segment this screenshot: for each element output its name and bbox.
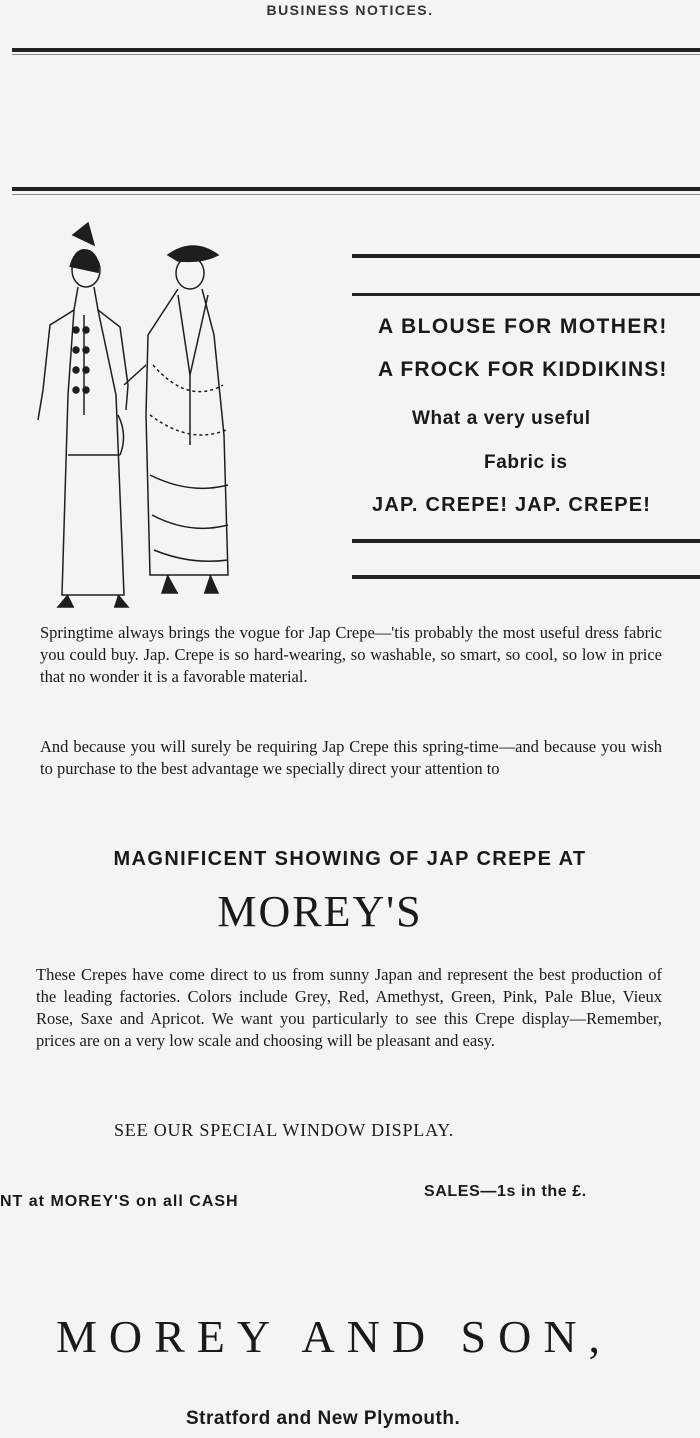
window-display-line: SEE OUR SPECIAL WINDOW DISPLAY.	[114, 1120, 455, 1140]
panel-rule-top	[352, 254, 700, 258]
section-header	[0, 2, 700, 18]
panel-line-blouse: A BLOUSE FOR MOTHER!	[378, 315, 668, 338]
top-divider-thin	[12, 194, 700, 195]
paragraph-springtime: Springtime always brings the vogue for Jap Crepe—'tis probably the most useful dress fabric you could buy. Jap. Crepe is so hard-wearing, so washable, so smart, so cool, so low in price that no wonder it is a favorable material.	[40, 623, 662, 686]
panel-line-fabric: Fabric is	[484, 452, 568, 473]
panel-rule-bottom	[352, 539, 700, 543]
section-title: BUSINESS NOTICES.	[266, 2, 434, 18]
panel-line-useful: What a very useful	[412, 408, 591, 429]
paragraph-crepes: These Crepes have come direct to us from sunny Japan and represent the best production of the leading factories. Colors include Grey, Red, Amethyst, Green, Pink, Pale Blue, Vieux Rose, Saxe and Apricot. We want you particularly to see this Crepe display—Remember, prices are on a very low scale and choosing will be pleasant and easy.	[36, 965, 662, 1050]
top-divider	[12, 187, 700, 191]
discount-left: NT at MOREY'S on all CASH	[0, 1193, 239, 1210]
panel-line-jap-crepe: JAP. CREPE! JAP. CREPE!	[372, 494, 652, 516]
firm-name: MOREY AND SON,	[56, 1311, 613, 1362]
panel-line-frock: A FROCK FOR KIDDIKINS!	[378, 358, 668, 381]
header-rule-thin	[12, 54, 700, 55]
header-rule	[12, 48, 700, 52]
showing-heading: MAGNIFICENT SHOWING OF JAP CREPE AT	[113, 848, 587, 870]
firm-locations: Stratford and New Plymouth.	[186, 1408, 461, 1429]
panel-rule-top-2	[352, 293, 700, 296]
store-name: MOREY'S	[217, 887, 423, 936]
fashion-illustration	[28, 215, 248, 615]
paragraph-because: And because you will surely be requiring Jap Crepe this spring-time—and because you wish to purchase to the best advantage we specially direct your attention to	[40, 737, 662, 778]
panel-rule-bottom-2	[352, 575, 700, 579]
discount-right: SALES—1s in the £.	[424, 1183, 587, 1200]
